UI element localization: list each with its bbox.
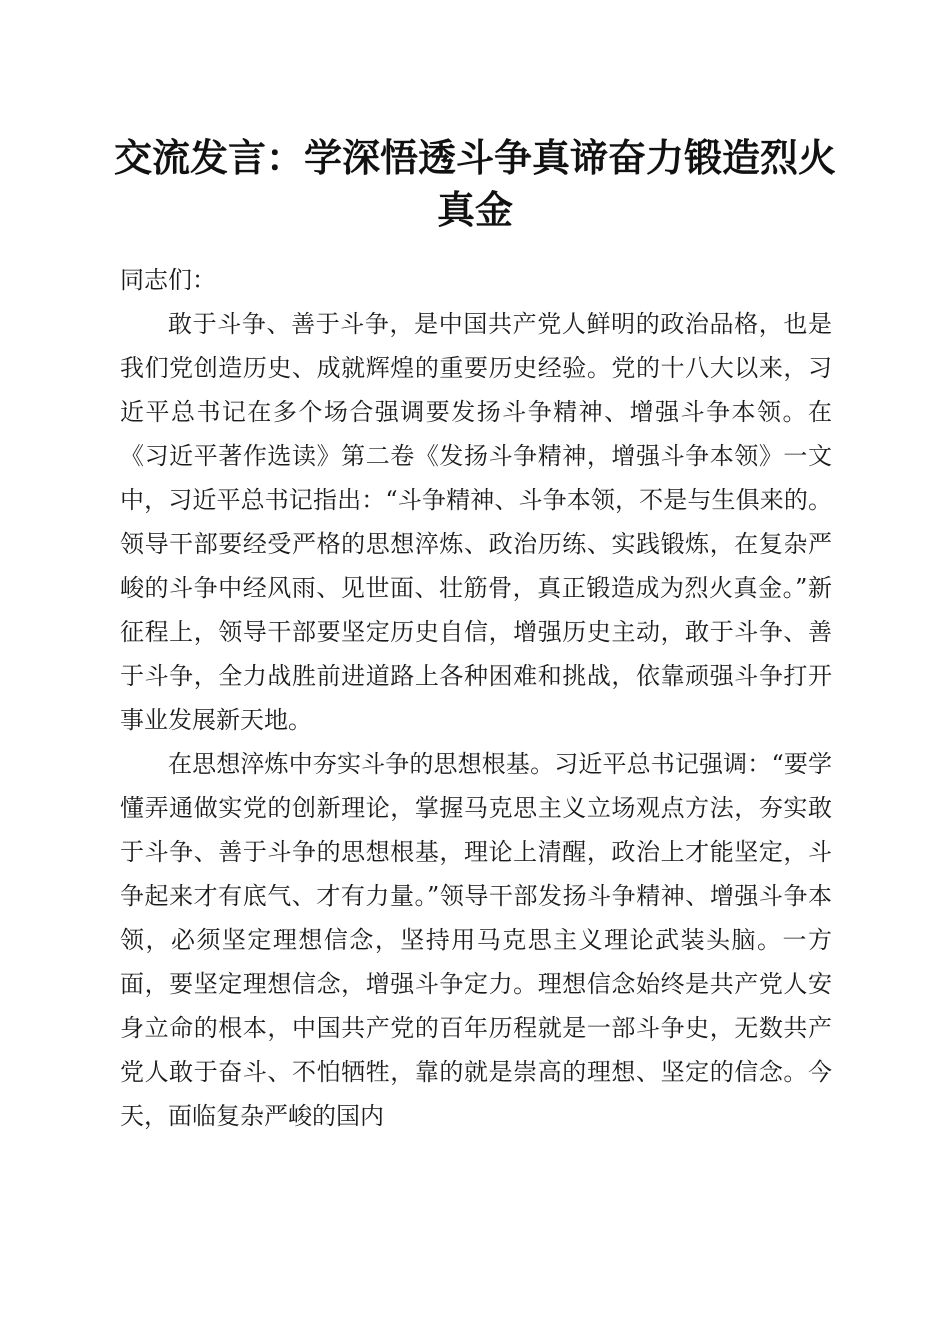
greeting: 同志们： — [120, 266, 216, 294]
paragraph-intro: 敢于斗争、善于斗争，是中国共产党人鲜明的政治品格，也是我们党创造历史、成就辉煌的重要历史经验。党的十八大以来，习近平总书记在多个场合强调要发扬斗争精神、增强斗争本领。在《习近平著作选读》第二卷《发扬斗争精神，增强斗争本领》一文中，习近平总书记指出：“斗争精神、斗争本领，不是与生俱来的。领导干部要经受严格的思想淬炼、政治历练、实践锻炼，在复杂严峻的斗争中经风雨、见世面、壮筋骨，真正锻造成为烈火真金。”新征程上，领导干部要坚定历史自信，增强历史主动，敢于斗争、善于斗争，全力战胜前进道路上各种困难和挑战，依靠顽强斗争打开事业发展新天地。 — [120, 310, 832, 734]
document-body — [120, 258, 832, 1138]
paragraph-thought-tempering: 在思想淬炼中夯实斗争的思想根基。习近平总书记强调：“要学懂弄通做实党的创新理论，掌握马克思主义立场观点方法，夯实敢于斗争、善于斗争的思想根基，理论上清醒，政治上才能坚定，斗争起来才有底气、才有力量。”领导干部发扬斗争精神、增强斗争本领，必须坚定理想信念，坚持用马克思主义理论武装头脑。一方面，要坚定理想信念，增强斗争定力。理想信念始终是共产党人安身立命的根本，中国共产党的百年历程就是一部斗争史，无数共产党人敢于奋斗、不怕牺牲，靠的就是崇高的理想、坚定的信念。今天，面临复杂严峻的国内 — [120, 750, 832, 1130]
document-title: 交流发言：学深悟透斗争真谛奋力锻造烈火真金 — [113, 135, 836, 232]
